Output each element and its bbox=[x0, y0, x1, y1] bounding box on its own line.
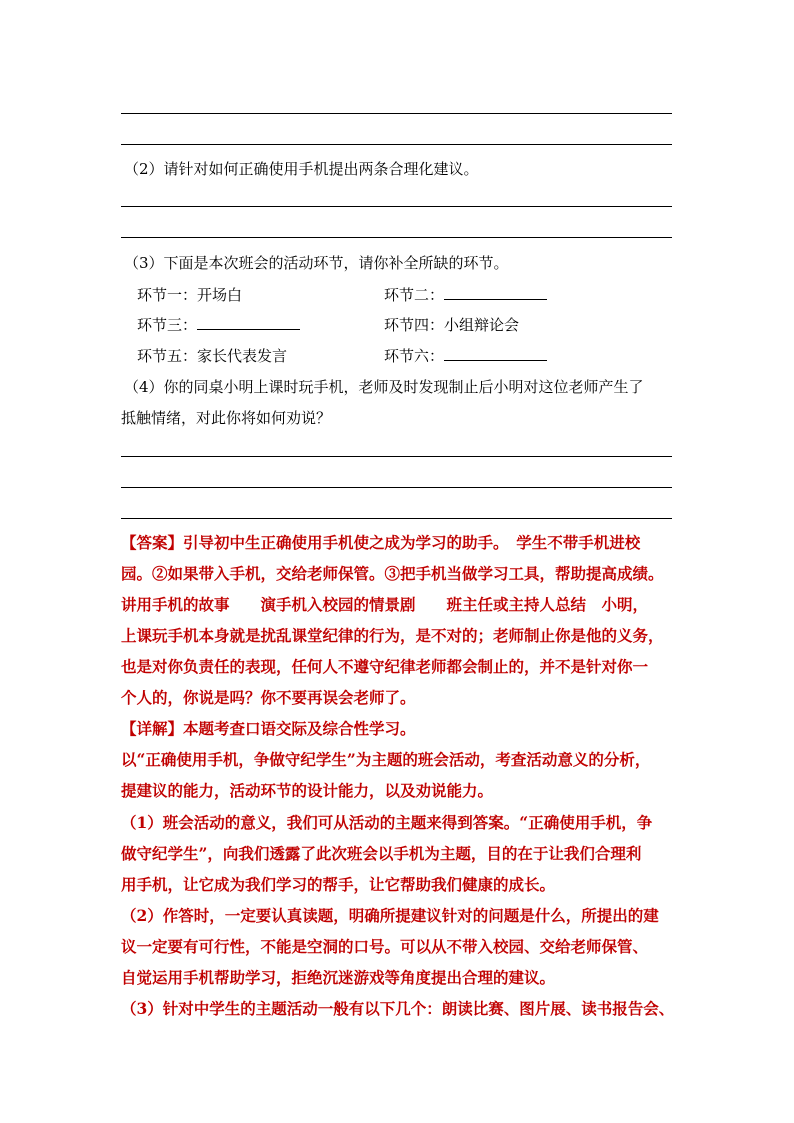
question-3: （3）下面是本次班会的活动环节，请你补全所缺的环节。 bbox=[124, 254, 509, 272]
answer-line: 讲用手机的故事 演手机入校园的情景剧 班主任或主持人总结 小明， bbox=[121, 595, 649, 614]
question-4-line-1: （4）你的同桌小明上课时玩手机，老师及时发现制止后小明对这位老师产生了 bbox=[124, 378, 644, 396]
answer-line-1 bbox=[121, 113, 672, 114]
answer-line: 个人的，你说是吗？你不要再误会老师了。 bbox=[121, 688, 416, 707]
analysis-line: 做守纪学生”，向我们透露了此次班会以手机为主题，目的在于让我们合理利 bbox=[121, 844, 642, 863]
analysis-line: 提建议的能力，活动环节的设计能力，以及劝说能力。 bbox=[121, 781, 494, 800]
step-6-blank[interactable] bbox=[444, 346, 547, 361]
analysis-line: 用手机，让它成为我们学习的帮手，让它帮助我们健康的成长。 bbox=[121, 875, 556, 894]
question-4-line-2: 抵触情绪，对此你将如何劝说？ bbox=[121, 409, 332, 427]
step-6 bbox=[384, 346, 547, 366]
analysis-line: （2）作答时，一定要认真读题，明确所提建议针对的问题是什么，所提出的建 bbox=[121, 906, 659, 925]
answer-line: 也是对你负责任的表现，任何人不遵守纪律老师都会制止的，并不是针对你一 bbox=[121, 657, 649, 676]
analysis-line: 议一定要有可行性，不能是空洞的口号。可以从不带入校园、交给老师保管、 bbox=[121, 937, 649, 956]
analysis-line: 【详解】本题考查口语交际及综合性学习。 bbox=[121, 719, 416, 738]
answer-line-2 bbox=[121, 144, 672, 145]
step-2-label: 环节二： bbox=[384, 286, 445, 304]
answer-line-4 bbox=[121, 237, 672, 238]
analysis-line: 自觉运用手机帮助学习，拒绝沉迷游戏等角度提出合理的建议。 bbox=[121, 968, 556, 987]
analysis-line: （1）班会活动的意义，我们可从活动的主题来得到答案。“正确使用手机，争 bbox=[121, 813, 653, 832]
analysis-line: 以“正确使用手机，争做守纪学生”为主题的班会活动，考查活动意义的分析， bbox=[121, 750, 651, 769]
step-6-label: 环节六： bbox=[384, 347, 445, 365]
analysis-line: （3）针对中学生的主题活动一般有以下几个：朗读比赛、图片展、读书报告会、 bbox=[121, 999, 675, 1018]
step-5 bbox=[137, 346, 287, 366]
answer-line-5 bbox=[121, 456, 672, 457]
answer-line: 【答案】引导初中生正确使用手机使之成为学习的助手。 学生不带手机进校 bbox=[121, 533, 641, 552]
step-2-blank[interactable] bbox=[444, 285, 547, 300]
step-3 bbox=[137, 315, 300, 335]
step-3-label: 环节三： bbox=[137, 316, 198, 334]
step-5-label: 环节五：家长代表发言 bbox=[137, 347, 288, 365]
answer-line-3 bbox=[121, 206, 672, 207]
step-2 bbox=[384, 285, 547, 305]
answer-line: 园。②如果带入手机，交给老师保管。③把手机当做学习工具，帮助提高成绩。 bbox=[121, 564, 664, 583]
step-1-label: 环节一：开场白 bbox=[137, 286, 243, 304]
step-3-blank[interactable] bbox=[197, 315, 300, 330]
answer-line-7 bbox=[121, 518, 672, 519]
answer-line-6 bbox=[121, 487, 672, 488]
step-1 bbox=[137, 285, 242, 305]
step-4-label: 环节四：小组辩论会 bbox=[384, 316, 520, 334]
step-4 bbox=[384, 315, 519, 335]
question-2: （2）请针对如何正确使用手机提出两条合理化建议。 bbox=[124, 160, 479, 178]
answer-line: 上课玩手机本身就是扰乱课堂纪律的行为，是不对的；老师制止你是他的义务， bbox=[121, 626, 664, 645]
